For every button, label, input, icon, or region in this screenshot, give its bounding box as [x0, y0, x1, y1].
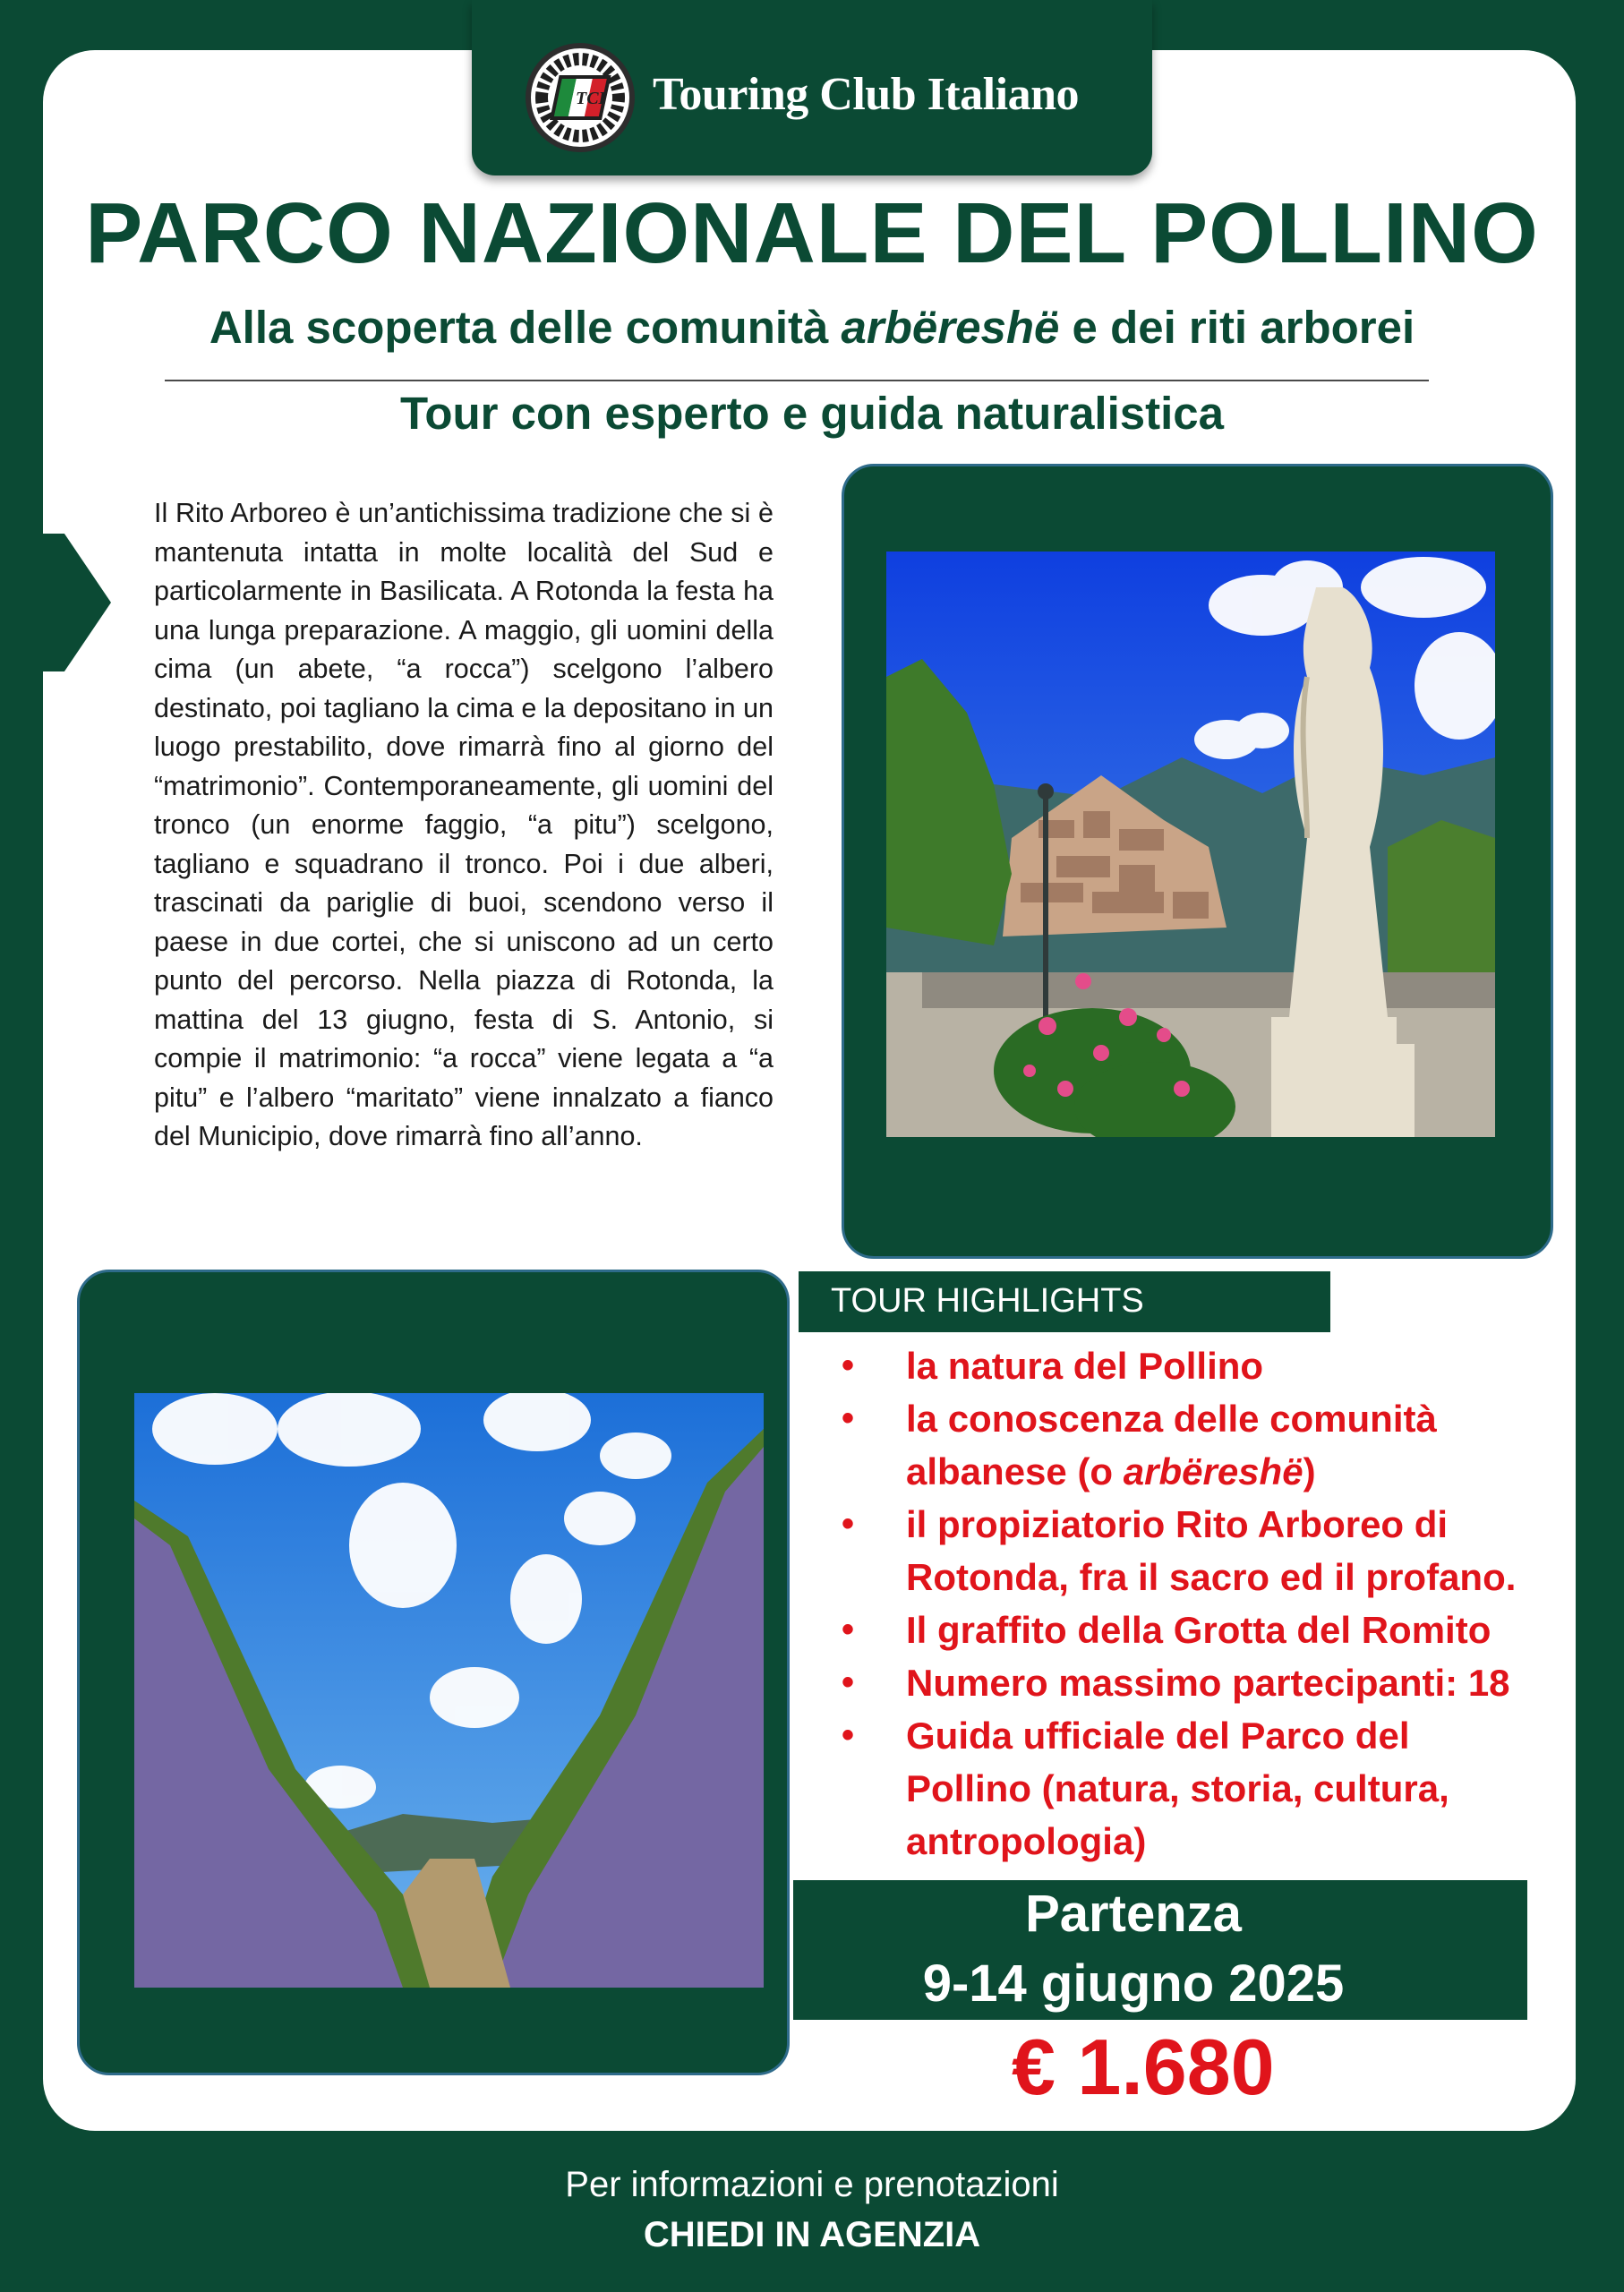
tci-logo-icon: [526, 43, 635, 152]
highlight-text: la conoscenza delle comunità albanese (o: [906, 1398, 1437, 1492]
page-title: PARCO NAZIONALE DEL POLLINO: [85, 185, 1539, 281]
bullet-icon: •: [842, 1663, 855, 1702]
highlight-text: Il graffito della Grotta del Romito: [906, 1609, 1492, 1651]
bullet-icon: •: [842, 1398, 855, 1438]
lavender-photo: [134, 1393, 764, 1988]
highlight-item: [833, 1339, 1549, 1392]
subtitle-part-2: e dei riti arborei: [1059, 302, 1415, 353]
highlight-italic: arbëreshë: [1123, 1450, 1303, 1492]
footer-cta: CHIEDI IN AGENZIA: [643, 2215, 981, 2254]
title-divider: [165, 380, 1429, 381]
village-photo: [886, 552, 1495, 1137]
page-subtitle: [0, 301, 1624, 354]
departure-box: [793, 1880, 1527, 2020]
highlight-text-close: ): [1303, 1450, 1316, 1492]
subtitle-part-1: Alla scoperta delle comunità: [209, 302, 842, 353]
highlight-item: [833, 1498, 1549, 1604]
highlights-header: [799, 1271, 1330, 1332]
description-text: Il Rito Arboreo è un’antichissima tradizione che si è mantenuta intatta in molte località del Sud e particolarmente in Basilicata. A Rotonda la festa ha una lunga preparazione. A maggio, gli uomini della cima (un abete, “a rocca”) scelgono l’albero destinato, poi tagliano la cima e la depositano in un luogo prestabilito, dove rimarrà fino al giorno del “matrimonio”. Contemporaneamente, gli uomini del tronco (un enorme faggio, “a pitu”) scelgono, tagliano e squadrano il tronco. Poi i due alberi, trascinati da pariglie di buoi, scendono verso il paese in due cortei, che si uniscono ad un certo punto del percorso. Nella piazza di Rotonda, la mattina del 13 giugno, festa di S. Antonio, si compie il matrimonio: “a rocca” viene legata a “a pitu” e l’albero “maritato” viene innalzato a fianco del Municipio, dove rimarrà fino all’anno.: [154, 498, 774, 1151]
highlight-text: il propiziatorio Rito Arboreo di Rotonda, fra il sacro ed il profano.: [906, 1503, 1517, 1598]
bullet-icon: •: [842, 1610, 855, 1649]
highlights-label: TOUR HIGHLIGHTS: [831, 1282, 1144, 1320]
highlight-item: [833, 1709, 1549, 1868]
tour-subtitle: Tour con esperto e guida naturalistica: [399, 388, 1225, 439]
departure-dates: 9-14 giugno 2025: [922, 1954, 1345, 2013]
subtitle-italic: arbëreshë: [841, 302, 1060, 353]
highlight-text: la natura del Pollino: [906, 1345, 1264, 1387]
bullet-icon: •: [842, 1715, 855, 1755]
brand-header-tab: [472, 0, 1152, 175]
footer-info: Per informazioni e prenotazioni: [565, 2165, 1059, 2204]
highlight-item: [833, 1656, 1549, 1709]
brand-name: Touring Club Italiano: [653, 69, 1079, 120]
highlights-list: [833, 1339, 1549, 1868]
highlight-item: [833, 1392, 1549, 1498]
bullet-icon: •: [842, 1346, 855, 1385]
departure-label: Partenza: [1025, 1885, 1242, 1943]
bullet-icon: •: [842, 1504, 855, 1544]
highlight-text: Numero massimo partecipanti: 18: [906, 1662, 1510, 1704]
tci-emblem-text: TCI: [576, 89, 606, 108]
highlight-item: [833, 1604, 1549, 1656]
highlight-text: Guida ufficiale del Parco del Pollino (natura, storia, cultura, antropologia): [906, 1715, 1449, 1862]
tour-price: € 1.680: [1012, 2023, 1275, 2111]
